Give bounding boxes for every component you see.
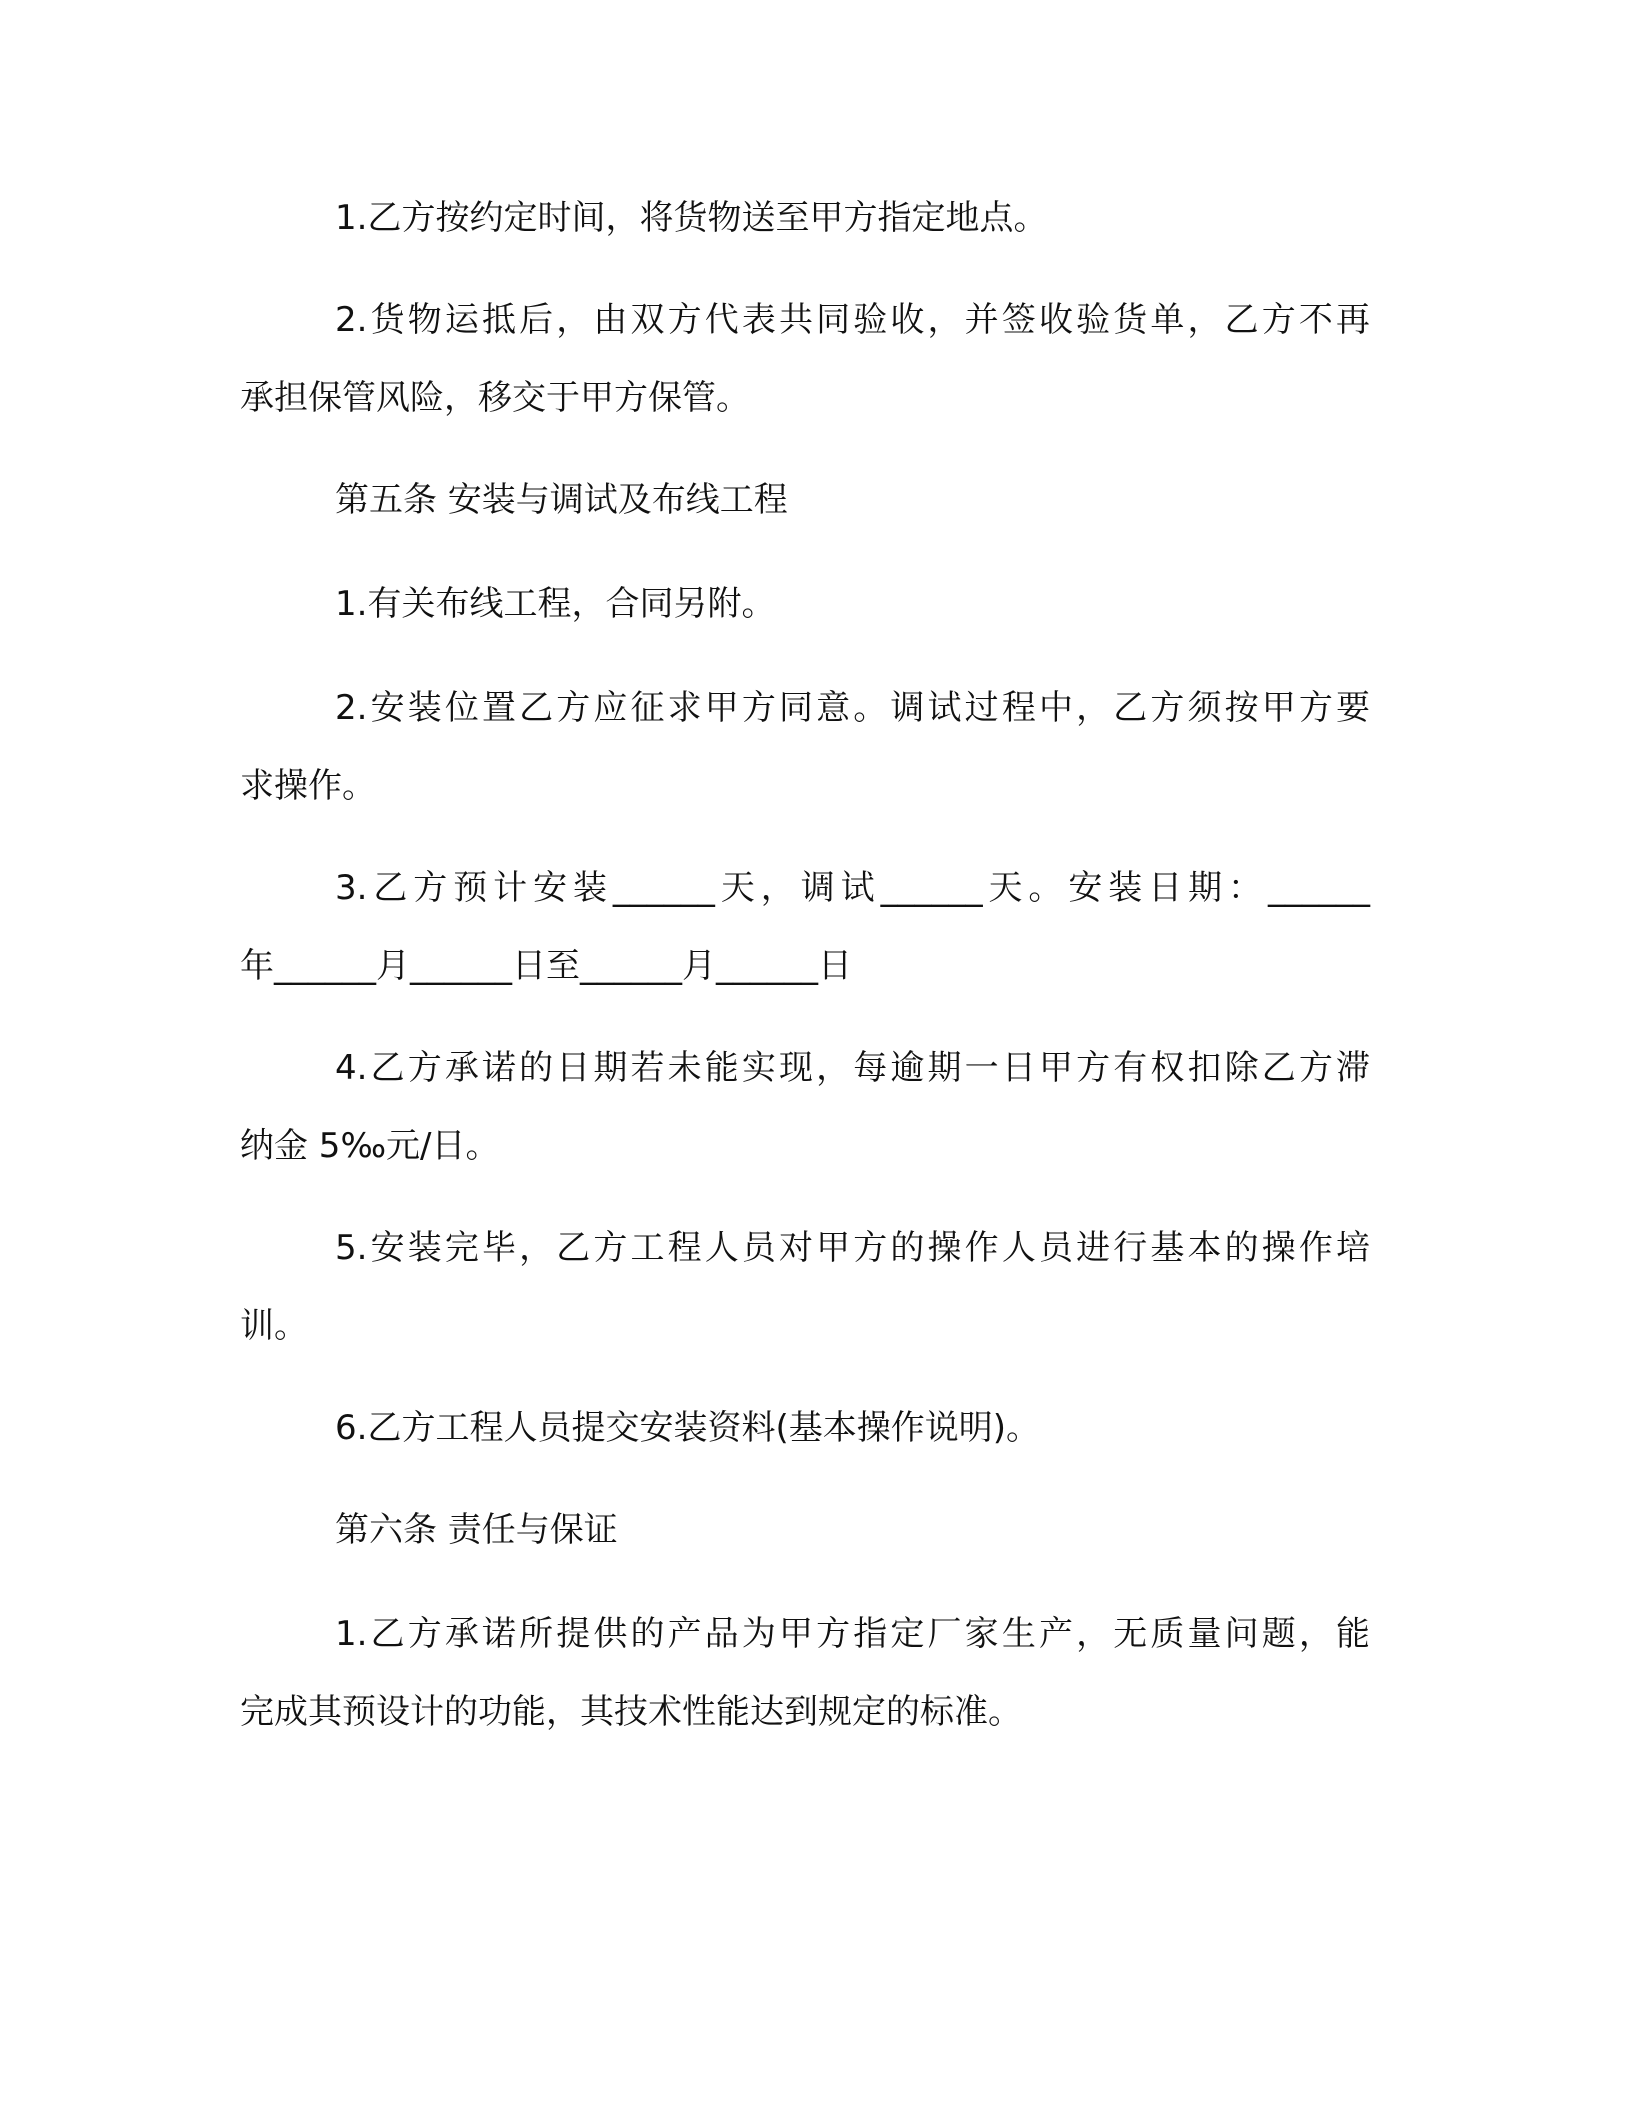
section-heading: 第五条 安装与调试及布线工程 <box>335 480 788 520</box>
paragraph-line: 6.乙方工程人员提交安装资料(基本操作说明)。 <box>335 1408 1040 1448</box>
paragraph-line: 2.安装位置乙方应征求甲方同意。调试过程中，乙方须按甲方要 <box>335 688 1370 728</box>
document-page <box>240 0 1370 2112</box>
paragraph-line: 2.货物运抵后，由双方代表共同验收，并签收验货单，乙方不再 <box>335 300 1370 340</box>
paragraph-line: 完成其预设计的功能，其技术性能达到规定的标准。 <box>240 1692 1022 1732</box>
paragraph-line: 3.乙方预计安装______天，调试______天。安装日期：______ <box>335 868 1370 908</box>
paragraph-line: 年______月______日至______月______日 <box>240 946 852 986</box>
paragraph-line: 纳金 5‰元/日。 <box>240 1126 500 1166</box>
paragraph-line: 1.有关布线工程，合同另附。 <box>335 584 776 624</box>
paragraph-line: 5.安装完毕，乙方工程人员对甲方的操作人员进行基本的操作培 <box>335 1228 1370 1268</box>
paragraph-line: 承担保管风险，移交于甲方保管。 <box>240 378 750 418</box>
paragraph-line: 训。 <box>240 1306 308 1346</box>
paragraph-line: 1.乙方承诺所提供的产品为甲方指定厂家生产，无质量问题，能 <box>335 1614 1370 1654</box>
section-heading: 第六条 责任与保证 <box>335 1510 618 1550</box>
paragraph-line: 4.乙方承诺的日期若未能实现，每逾期一日甲方有权扣除乙方滞 <box>335 1048 1370 1088</box>
paragraph-line: 求操作。 <box>240 766 376 806</box>
paragraph-line: 1.乙方按约定时间，将货物送至甲方指定地点。 <box>335 198 1048 238</box>
